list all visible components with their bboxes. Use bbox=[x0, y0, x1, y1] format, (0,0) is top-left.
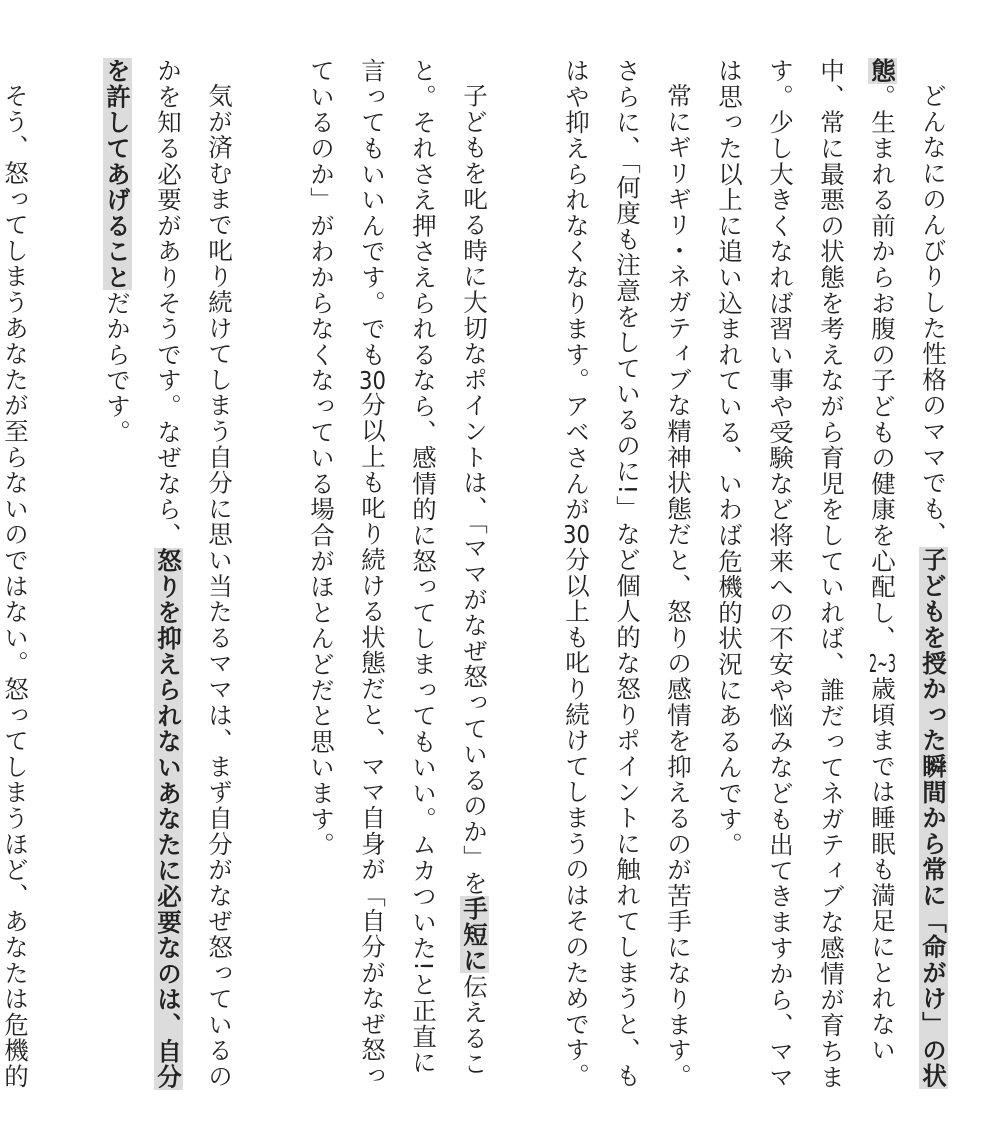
paragraph bbox=[704, 58, 959, 1098]
body-text: 子どもを叱る時に大切なポイントは、「ママがなぜ怒っているのか」を bbox=[460, 82, 489, 896]
highlighted-text: 怒りを抑えられないあなたに必要なのは、自分を許してあげること bbox=[103, 58, 183, 1091]
number-text: 30 bbox=[359, 367, 386, 393]
body-text: だからです。 bbox=[103, 290, 132, 446]
paragraph bbox=[92, 58, 245, 1098]
body-text: 分以上も叱り続ける状態だと、ママ自身が「自分がなぜ怒っているのか」がわからなくなっている場合がほとんどだと思います。 bbox=[307, 58, 387, 1089]
body-text: 気が済むまで叱り続けてしまう自分に思い当たるママは、まず自分がなぜ怒っているのかを知る必要がありそうです。なぜなら、 bbox=[154, 58, 234, 1089]
highlighted-text: 子どもを授かった瞬間から常に「命がけ」の状態 bbox=[868, 58, 948, 1089]
body-text: 。生まれる前からお腹の子どもの健康を心配し、 bbox=[868, 83, 897, 652]
body-text: どんなにのんびりした性格のママでも、 bbox=[919, 82, 948, 547]
body-text: 分以上も叱り続けてしまうのはそのためです。 bbox=[562, 546, 591, 1089]
body-text: 歳頃までは睡眠も満足にとれない中、常に最悪の状態を考えながら育児をしていれば、誰だってネガティブな感情が育ちます。少し大きくなれば習い事や受験など将来への不安や悩みなども出てきますから、ママは思った以上に追い込まれている、いわば危機的状況にあるんです。 bbox=[715, 58, 897, 1090]
highlighted-text: 手短に bbox=[460, 895, 489, 974]
paragraph bbox=[0, 58, 41, 1098]
paragraph bbox=[551, 58, 704, 1098]
body-text: 常にギリギリ・ネガティブな精神状態だと、怒りの感情を抑えるのが苦手になります。さらに、「何度も注意をしているのに!」など個人的な怒りポイントに触れてしまうと、もはや抑えられなくなります。アベさんが bbox=[562, 58, 693, 1089]
vertical-article-text bbox=[1, 58, 959, 1098]
body-text: そう、怒ってしまうあなたが至らないのではない。怒ってしまうほど、あなたは危機的 bbox=[1, 82, 30, 1089]
number-text: 2~3 bbox=[869, 651, 896, 676]
paragraph bbox=[296, 58, 500, 1098]
body-text: 伝えること。それさえ押さえられるなら、感情的に怒ってしまってもいい。ムカついた!と正直に言ってもいいんです。でも bbox=[358, 58, 489, 1077]
number-text: 30 bbox=[563, 522, 590, 547]
